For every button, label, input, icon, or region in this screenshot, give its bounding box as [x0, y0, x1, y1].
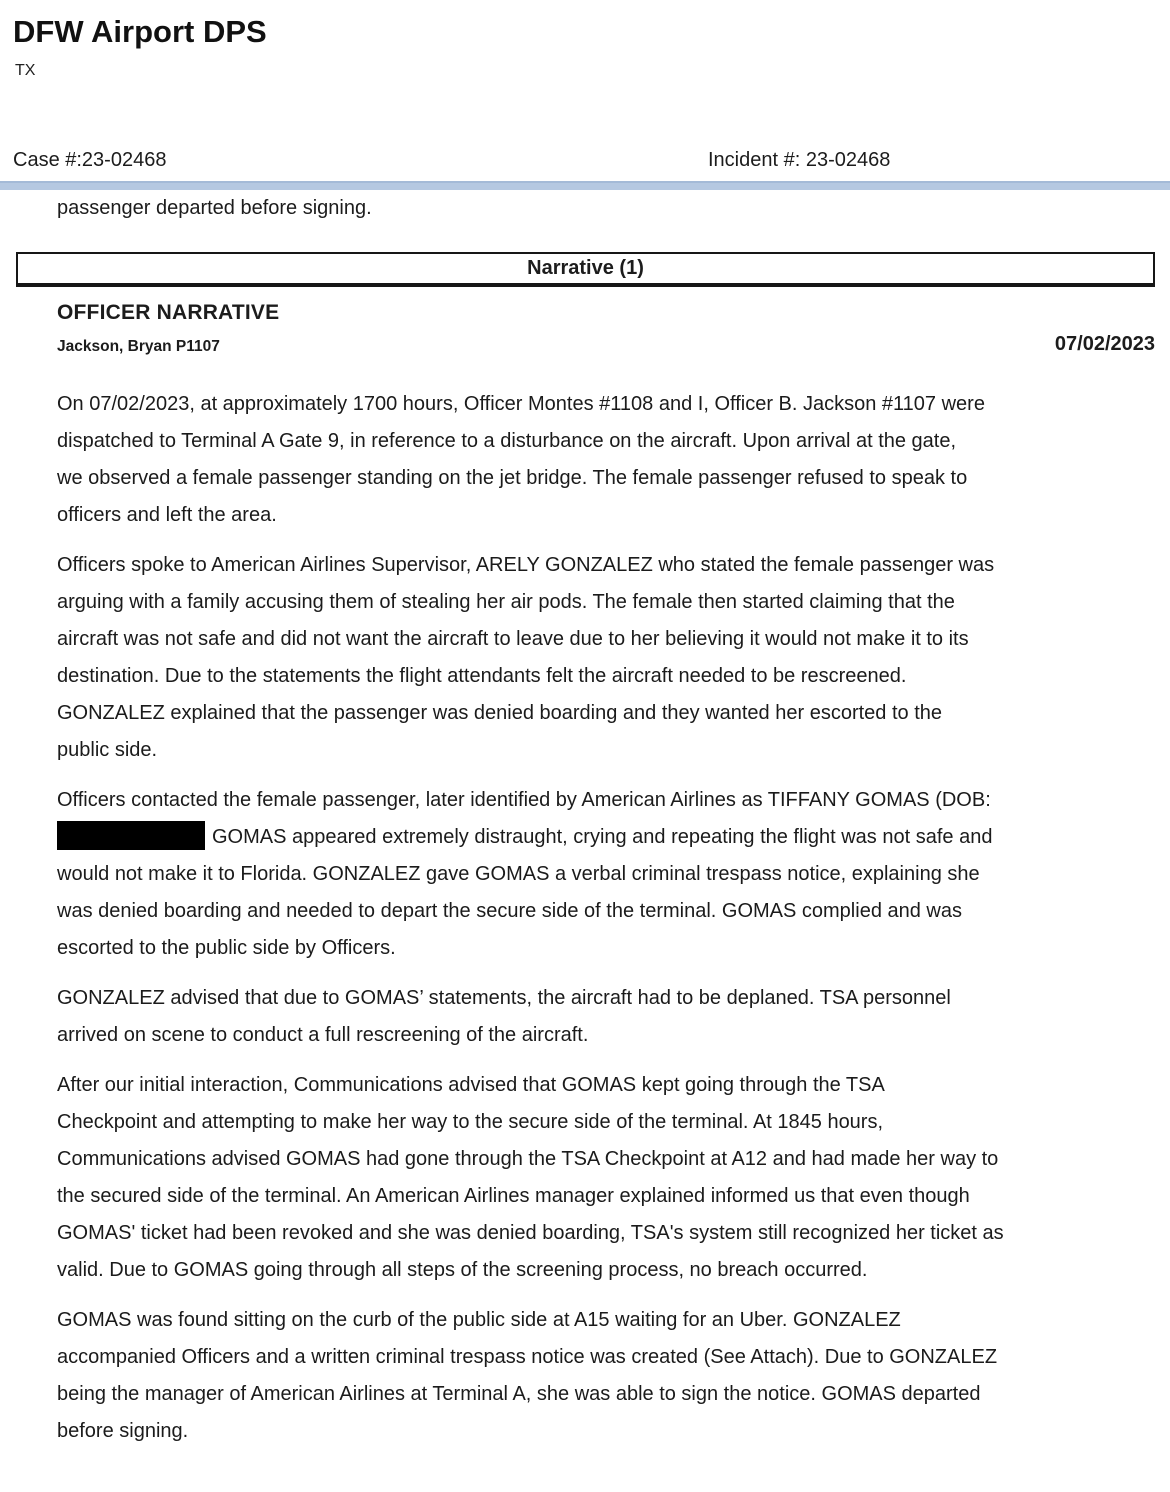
narrative-line: Communications advised GOMAS had gone through the TSA Checkpoint at A12 and had made her way to	[57, 1148, 999, 1170]
narrative-section-header: Narrative (1)	[16, 252, 1155, 287]
agency-state: TX	[15, 62, 36, 79]
narrative-line: arrived on scene to conduct a full rescreening of the aircraft.	[57, 1024, 589, 1046]
narrative-paragraph	[57, 782, 1142, 967]
narrative-line: On 07/02/2023, at approximately 1700 hours, Officer Montes #1108 and I, Officer B. Jackson #1107 were	[57, 393, 985, 415]
narrative-line: accompanied Officers and a written criminal trespass notice was created (See Attach). Due to GONZALEZ	[57, 1346, 998, 1368]
narrative-line: escorted to the public side by Officers.	[57, 937, 396, 959]
narrative-body	[57, 386, 1142, 1463]
narrative-line: aircraft was not safe and did not want the aircraft to leave due to her believing it would not make it to its	[57, 628, 969, 650]
narrative-line: Checkpoint and attempting to make her way to the secure side of the terminal. At 1845 hours,	[57, 1111, 884, 1133]
narrative-line: valid. Due to GOMAS going through all steps of the screening process, no breach occurred.	[57, 1259, 868, 1281]
narrative-line: was denied boarding and needed to depart the secure side of the terminal. GOMAS complied and was	[57, 900, 962, 922]
narrative-line: Officers contacted the female passenger, later identified by American Airlines as TIFFANY GOMAS (DOB:	[57, 789, 991, 811]
officer-narrative-heading: OFFICER NARRATIVE	[57, 301, 280, 324]
narrative-paragraph	[57, 386, 1142, 534]
narrative-line: Officers spoke to American Airlines Supervisor, ARELY GONZALEZ who stated the female passenger was	[57, 554, 995, 576]
agency-title: DFW Airport DPS	[13, 14, 267, 49]
narrative-line: public side.	[57, 739, 158, 761]
redacted-dob-box	[57, 821, 205, 850]
narrative-paragraph	[57, 1302, 1142, 1450]
narrative-line: we observed a female passenger standing on the jet bridge. The female passenger refused to speak to	[57, 467, 968, 489]
officer-name: Jackson, Bryan P1107	[57, 338, 220, 355]
narrative-line: GOMAS appeared extremely distraught, crying and repeating the flight was not safe and	[57, 819, 1142, 856]
narrative-line: before signing.	[57, 1420, 189, 1442]
incident-number: Incident #: 23-02468	[708, 149, 891, 171]
narrative-paragraph	[57, 547, 1142, 769]
narrative-line: GOMAS' ticket had been revoked and she was denied boarding, TSA's system still recognized her ticket as	[57, 1222, 1004, 1244]
page-header-divider	[0, 181, 1170, 190]
narrative-line: GOMAS was found sitting on the curb of the public side at A15 waiting for an Uber. GONZALEZ	[57, 1309, 901, 1331]
narrative-line: being the manager of American Airlines at Terminal A, she was able to sign the notice. GOMAS departed	[57, 1383, 981, 1405]
narrative-line: the secured side of the terminal. An American Airlines manager explained informed us that even though	[57, 1185, 970, 1207]
prior-page-fragment: passenger departed before signing.	[57, 197, 372, 219]
narrative-paragraph	[57, 1067, 1142, 1289]
narrative-line: would not make it to Florida. GONZALEZ gave GOMAS a verbal criminal trespass notice, explaining she	[57, 863, 980, 885]
case-number: Case #:23-02468	[13, 149, 167, 171]
narrative-line: officers and left the area.	[57, 504, 277, 526]
narrative-line: dispatched to Terminal A Gate 9, in reference to a disturbance on the aircraft. Upon arrival at the gate,	[57, 430, 957, 452]
narrative-line: destination. Due to the statements the flight attendants felt the aircraft needed to be rescreened.	[57, 665, 907, 687]
narrative-line: GONZALEZ explained that the passenger was denied boarding and they wanted her escorted to the	[57, 702, 942, 724]
narrative-line: GONZALEZ advised that due to GOMAS’ statements, the aircraft had to be deplaned. TSA personnel	[57, 987, 951, 1009]
report-date: 07/02/2023	[1054, 333, 1155, 355]
narrative-paragraph	[57, 980, 1142, 1054]
narrative-line: arguing with a family accusing them of stealing her air pods. The female then started claiming that the	[57, 591, 955, 613]
narrative-line: After our initial interaction, Communications advised that GOMAS kept going through the TSA	[57, 1074, 885, 1096]
